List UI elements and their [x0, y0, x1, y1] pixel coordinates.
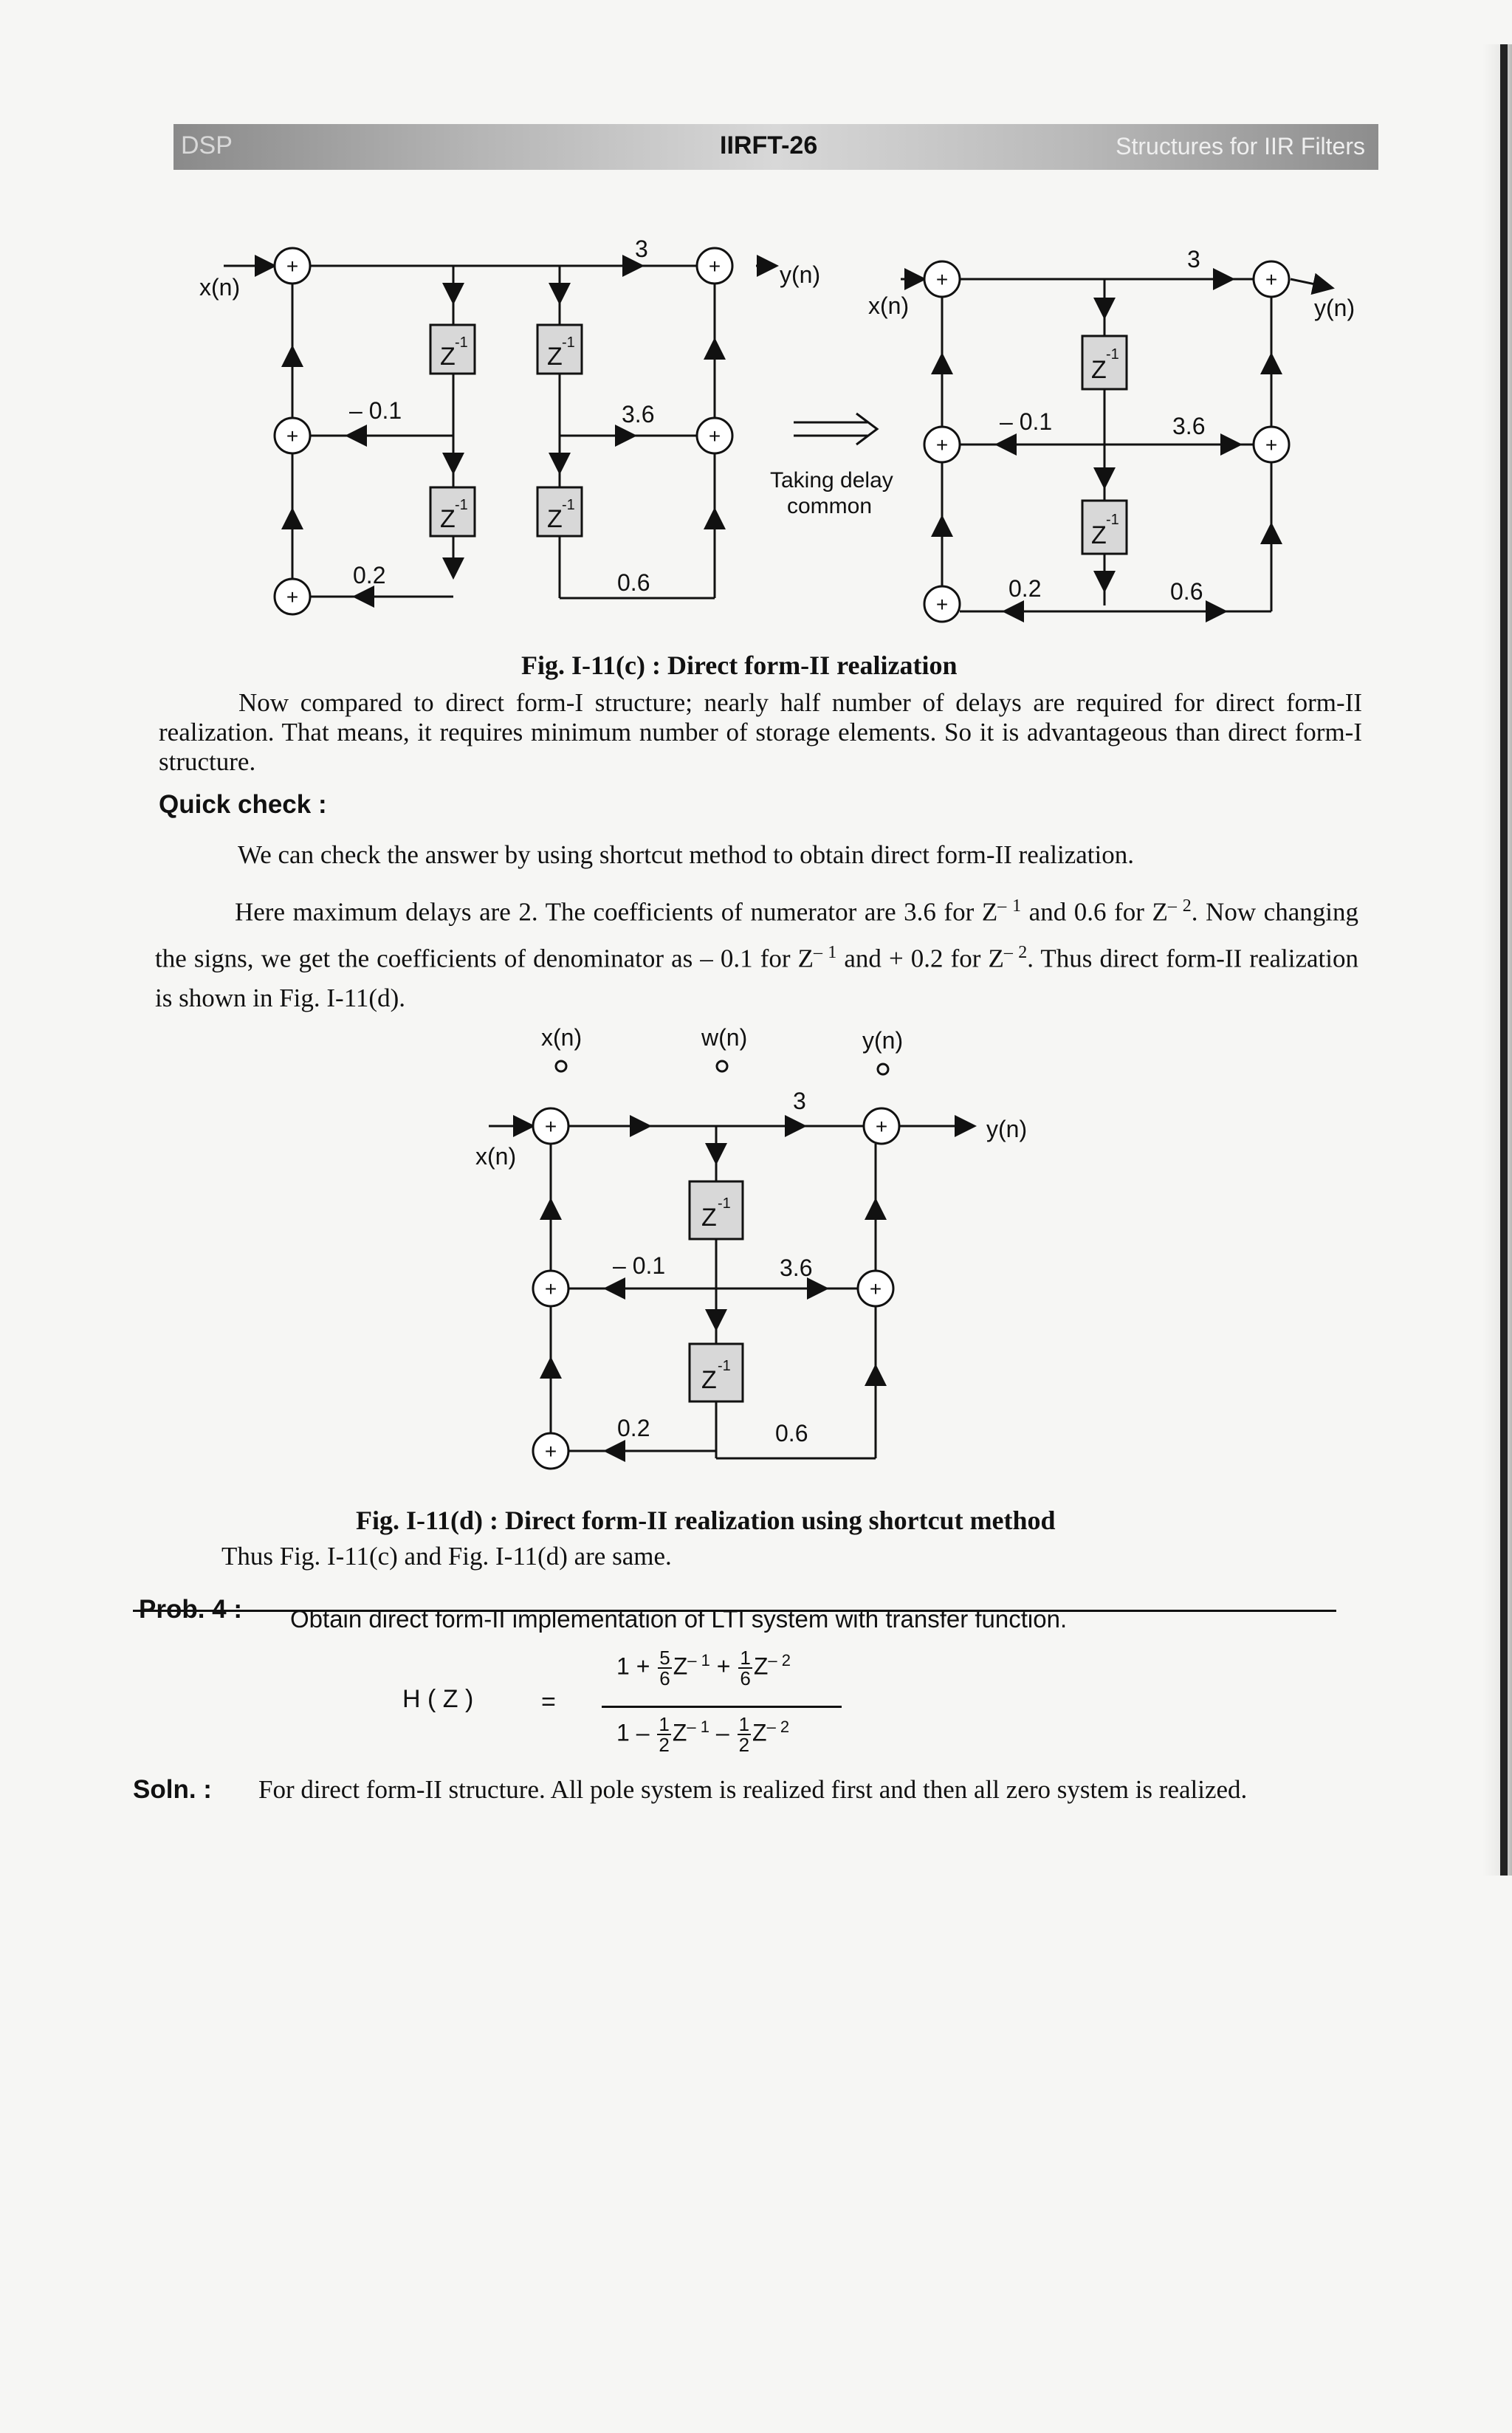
svg-text:0.2: 0.2 [353, 562, 386, 588]
svg-text:+: + [286, 586, 299, 608]
svg-text:-1: -1 [455, 497, 468, 513]
svg-text:0.6: 0.6 [775, 1420, 808, 1447]
equation-numerator: 1 + $\frac{5}{6}$ $Z^{- 1}$ + $\frac{1}{6}$ $Z^{- 2}$ [616, 1647, 791, 1689]
svg-text:3: 3 [1187, 246, 1200, 272]
svg-text:0.6: 0.6 [1170, 578, 1203, 605]
svg-text:– 0.1: – 0.1 [613, 1252, 666, 1279]
svg-text:+: + [1265, 433, 1278, 456]
svg-text:Z: Z [701, 1204, 717, 1232]
equation-denominator: 1 – $\frac{1}{2}$ $Z^{- 1}$ – $\frac{1}{2}$ $Z^{- 2}$ [616, 1713, 790, 1756]
svg-text:y(n): y(n) [1314, 295, 1355, 321]
svg-text:3.6: 3.6 [1172, 413, 1206, 439]
svg-text:Z: Z [440, 343, 456, 371]
svg-text:+: + [1265, 268, 1278, 291]
svg-text:3.6: 3.6 [780, 1255, 813, 1281]
svg-text:+: + [869, 1277, 882, 1300]
svg-text:– 0.1: – 0.1 [1000, 408, 1053, 435]
svg-text:+: + [544, 1277, 557, 1300]
svg-text:+: + [935, 268, 949, 291]
svg-text:-1: -1 [562, 497, 575, 513]
svg-text:+: + [544, 1440, 557, 1463]
svg-text:-1: -1 [1106, 346, 1119, 363]
svg-text:Taking delay: Taking delay [770, 468, 893, 493]
figure-c-diagrams [0, 0, 1512, 679]
svg-text:3: 3 [793, 1088, 806, 1114]
svg-text:+: + [875, 1115, 888, 1138]
svg-text:+: + [935, 593, 949, 616]
svg-text:x(n): x(n) [541, 1024, 583, 1051]
svg-text:-1: -1 [718, 1195, 731, 1212]
svg-text:y(n): y(n) [780, 261, 821, 288]
svg-text:0.6: 0.6 [617, 569, 650, 596]
svg-text:+: + [708, 425, 721, 447]
header-section-title: Structures for IIR Filters [1116, 133, 1365, 159]
svg-text:+: + [544, 1115, 557, 1138]
equation-lhs: H ( Z ) [402, 1685, 474, 1713]
svg-text:+: + [286, 255, 299, 278]
svg-text:-1: -1 [718, 1358, 731, 1374]
svg-text:-1: -1 [1106, 512, 1119, 528]
svg-text:– 0.1: – 0.1 [349, 397, 402, 424]
svg-text:+: + [286, 425, 299, 447]
svg-text:common: common [787, 494, 873, 518]
problem-label: Prob. 4 : [139, 1595, 243, 1624]
figure-d-diagram [0, 1019, 1512, 1492]
svg-text:Z: Z [701, 1366, 717, 1394]
problem-text: Obtain direct form-II implementation of LTI system with transfer function. [290, 1605, 1068, 1633]
svg-text:Z: Z [440, 505, 456, 533]
svg-text:y(n): y(n) [986, 1116, 1028, 1142]
svg-text:y(n): y(n) [862, 1027, 904, 1054]
svg-text:+: + [935, 433, 949, 456]
figure-d-caption: Fig. I-11(d) : Direct form-II realization using shortcut method [356, 1506, 1056, 1535]
svg-text:-1: -1 [455, 334, 468, 351]
svg-text:w(n): w(n) [701, 1024, 748, 1051]
figure-c-caption: Fig. I-11(c) : Direct form-II realization [521, 651, 958, 680]
svg-text:0.2: 0.2 [1008, 575, 1042, 602]
svg-text:3: 3 [635, 236, 648, 262]
header-page-number: IIRFT-26 [720, 131, 818, 159]
solution-label: Soln. : [133, 1775, 212, 1804]
svg-text:Z: Z [547, 505, 563, 533]
svg-text:Z: Z [547, 343, 563, 371]
svg-text:0.2: 0.2 [617, 1415, 650, 1441]
svg-text:x(n): x(n) [199, 274, 241, 301]
svg-text:x(n): x(n) [475, 1143, 517, 1170]
equation-fraction-bar [602, 1706, 842, 1708]
svg-text:Z: Z [1091, 356, 1107, 384]
equation-equals: = [541, 1688, 556, 1716]
svg-text:Z: Z [1091, 521, 1107, 549]
paragraph-form-ii-advantage: Now compared to direct form-I structure; nearly half number of delays are required for direct form-II realization. That means, it requires minimum number of storage elements. So it is advantageous than direct form-I structure. [159, 688, 1362, 776]
svg-text:-1: -1 [562, 334, 575, 351]
solution-text: For direct form-II structure. All pole system is realized first and then all zero system is realized. [258, 1775, 1248, 1804]
svg-text:3.6: 3.6 [622, 401, 655, 428]
svg-text:x(n): x(n) [868, 292, 910, 319]
paragraph-shortcut-method: We can check the answer by using shortcut method to obtain direct form-II realization. [238, 840, 1134, 869]
quick-check-heading: Quick check : [159, 790, 327, 819]
header-left-text: DSP [181, 131, 233, 159]
svg-text:+: + [708, 255, 721, 278]
paragraph-figures-same: Thus Fig. I-11(c) and Fig. I-11(d) are same. [221, 1542, 672, 1571]
paragraph-coefficients: Here maximum delays are 2. The coefficients of numerator are 3.6 for $Z^{- 1}$ and 0.6 for $Z^{- 2}$. Now changing the signs, we get the coefficients of denominator as – 0.1 for $Z^{- 1}$ and + 0.2 for $Z^{- 2}$. Thus direct form-II realization is shown in Fig. I-11(d). [155, 896, 1359, 1013]
